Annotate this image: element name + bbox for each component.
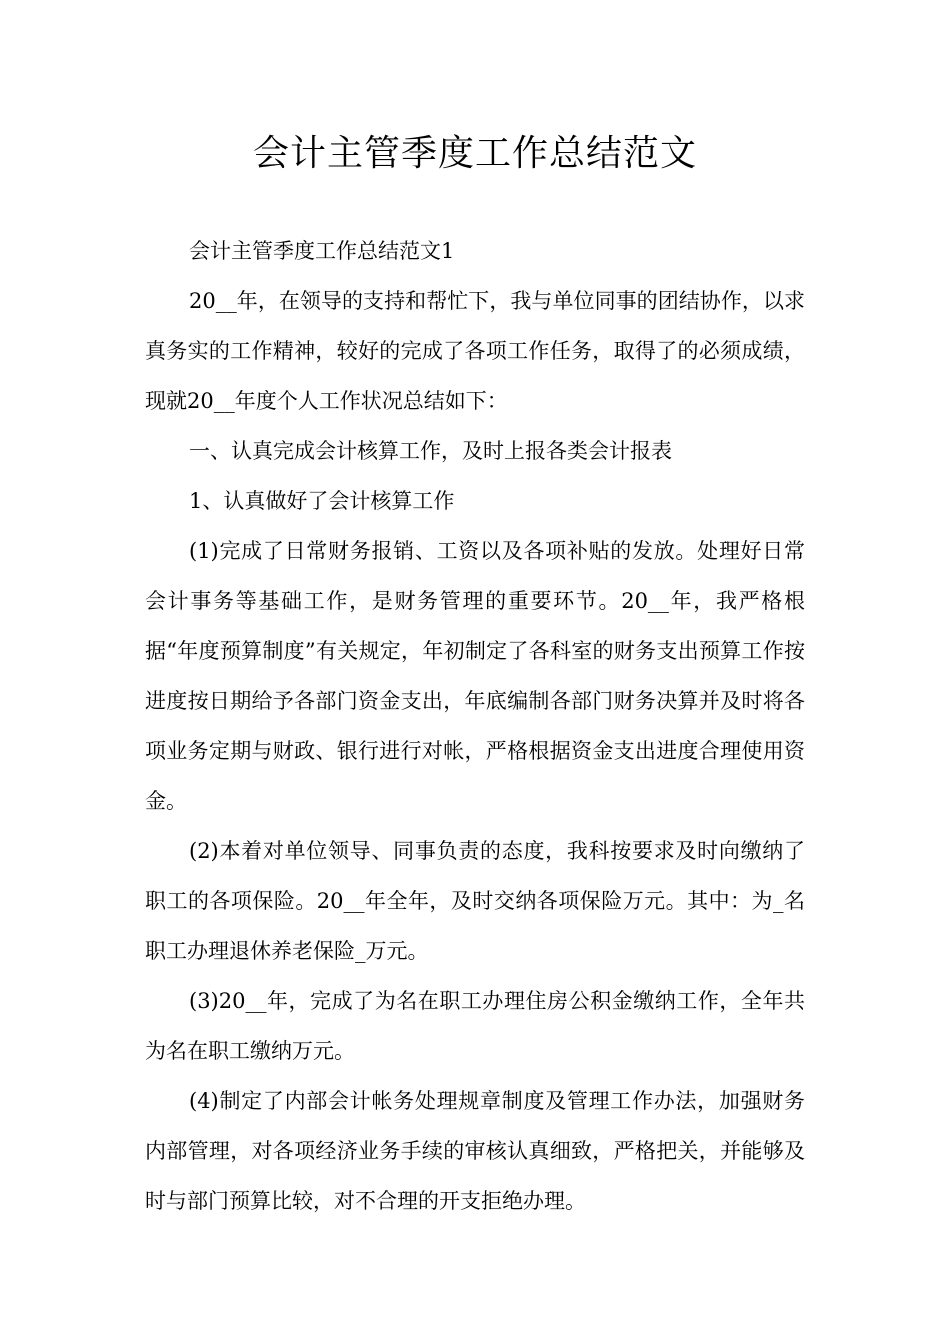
- paragraph-item-3: (3)20__年，完成了为名在职工办理住房公积金缴纳工作，全年共为名在职工缴纳万元。: [145, 989, 805, 1063]
- document-title: 会计主管季度工作总结范文: [252, 133, 697, 174]
- document-body: [145, 226, 805, 1226]
- paragraph-item-4: (4)制定了内部会计帐务处理规章制度及管理工作办法，加强财务内部管理，对各项经济业务手续的审核认真细致，严格把关，并能够及时与部门预算比较，对不合理的开支拒绝办理。: [145, 1089, 805, 1213]
- heading-level-1: 一、认真完成会计核算工作，及时上报各类会计报表: [189, 439, 672, 463]
- paragraph-item-1: (1)完成了日常财务报销、工资以及各项补贴的发放。处理好日常会计事务等基础工作，是财务管理的重要环节。20__年，我严格根据“年度预算制度”有关规定，年初制定了各科室的财务支出预算工作按进度按日期给予各部门资金支出，年底编制各部门财务决算并及时将各项业务定期与财政、银行进行对帐，严格根据资金支出进度合理使用资金。: [145, 539, 805, 813]
- heading-level-2: 1、认真做好了会计核算工作: [189, 489, 455, 513]
- section-heading: 会计主管季度工作总结范文1: [189, 239, 455, 263]
- paragraph-item-2: (2)本着对单位领导、同事负责的态度，我科按要求及时向缴纳了职工的各项保险。20__年全年，及时交纳各项保险万元。其中：为_名职工办理退休养老保险_万元。: [145, 839, 805, 963]
- paragraph-intro: 20__年，在领导的支持和帮忙下，我与单位同事的团结协作，以求真务实的工作精神，较好的完成了各项工作任务，取得了的必须成绩，现就20__年度个人工作状况总结如下：: [145, 289, 805, 413]
